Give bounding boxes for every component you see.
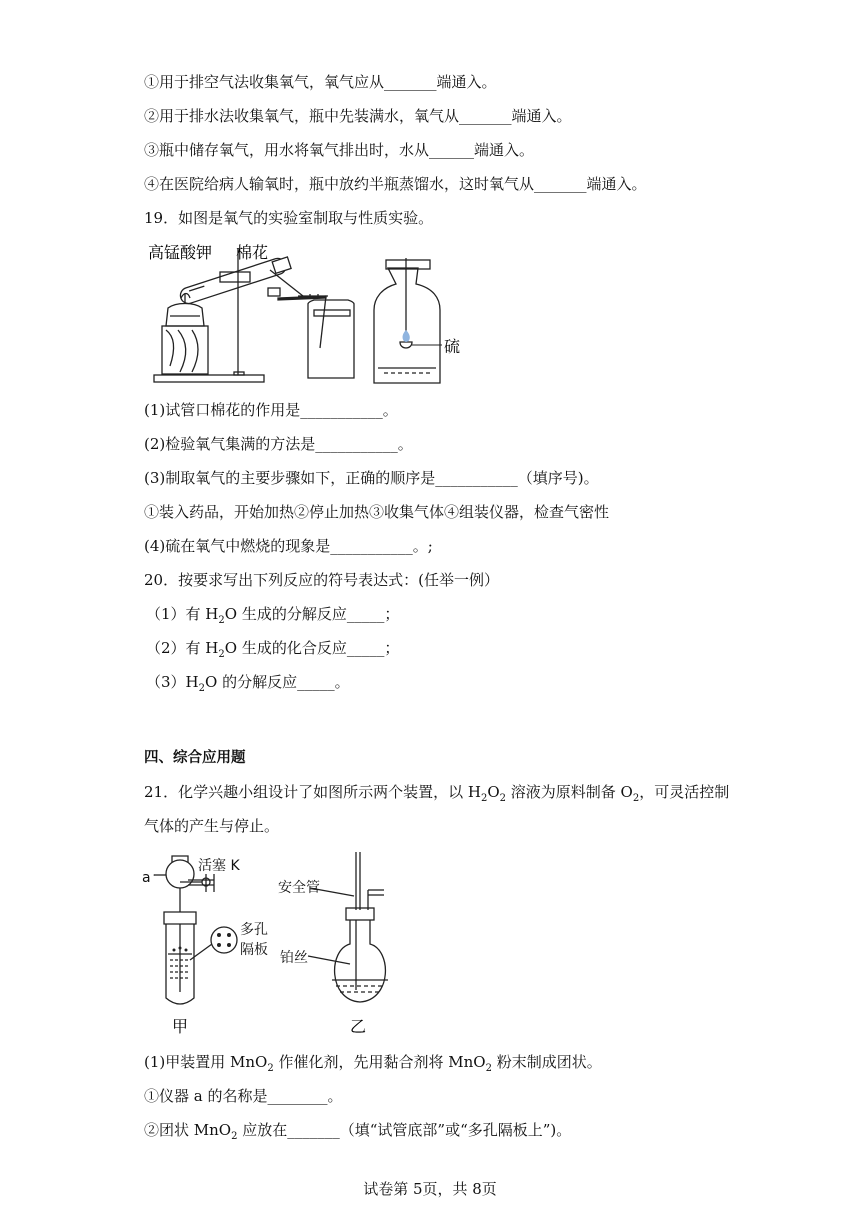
label-safety-tube: 安全管 [278,880,320,896]
cotton-label: 棉花 [236,243,269,262]
question-21-part-1: (1)甲装置用 MnO$_2$ 作催化剂，先用黏合剂将 MnO$_2$ 粉末制成团状。 [144,1053,602,1074]
label-jia: 甲 [172,1017,189,1036]
question-21-part-1-a: ①仪器 a 的名称是________。 [144,1087,343,1105]
figure-19-apparatus [148,238,488,388]
question-21-part-1-b: ②团状 MnO$_2$ 应放在_______（填“试管底部”或“多孔隔板上”)。 [144,1121,572,1142]
section-heading: 四、综合应用题 [144,750,246,766]
text-line-1: ①用于排空气法收集氧气，氧气应从_______端通入。 [144,73,497,91]
question-19: 19．如图是氧气的实验室制取与性质实验。 [144,209,434,227]
question-20-item-3: $(3)H_2O$ 的分解反应_____。 [146,673,350,694]
label-porous: 多孔 [240,922,268,938]
text-line-2: ②用于排水法收集氧气，瓶中先装满水，氧气从_______端通入。 [144,107,572,125]
question-19-part-1: (1)试管口棉花的作用是___________。 [144,401,398,419]
question-19-part-3: (3)制取氧气的主要步骤如下，正确的顺序是___________（填序号)。 [144,469,599,487]
label-plate: 隔板 [240,942,268,958]
question-19-part-2: (2)检验氧气集满的方法是___________。 [144,435,413,453]
label-yi: 乙 [350,1017,367,1036]
text-line-3: ③瓶中储存氧气，用水将氧气排出时，水从______端通入。 [144,141,535,159]
question-21-continued: 气体的产生与停止。 [144,817,280,835]
question-20-item-2: （2）有 $H_2O$ 生成的化合反应_____； [146,639,400,660]
question-19-part-4: (4)硫在氧气中燃烧的现象是___________。; [144,537,433,555]
figure-21-apparatus [142,852,392,1036]
page-footer: 试卷第 5页，共 8页 [363,1180,497,1198]
question-21: 21．化学兴趣小组设计了如图所示两个装置，以 $H_2O_2$ 溶液为原料制备 $O_2$，可灵活控制 [144,783,730,804]
question-20-item-1: （1）有 $H_2O$ 生成的分解反应_____； [146,605,400,626]
question-20: 20．按要求写出下列反应的符号表达式：(任举一例） [144,571,499,589]
question-19-steps: ①装入药品，开始加热②停止加热③收集气体④组装仪器，检查气密性 [144,503,610,521]
text-line-4: ④在医院给病人输氧时，瓶中放约半瓶蒸馏水，这时氧气从_______端通入。 [144,175,647,193]
label-valve-k: 活塞 K [198,858,240,874]
sulfur-label: 硫 [444,337,461,356]
kmno4-label: 高锰酸钾 [148,243,213,262]
label-a: a [142,870,151,886]
label-platinum-wire: 铂丝 [280,950,308,966]
